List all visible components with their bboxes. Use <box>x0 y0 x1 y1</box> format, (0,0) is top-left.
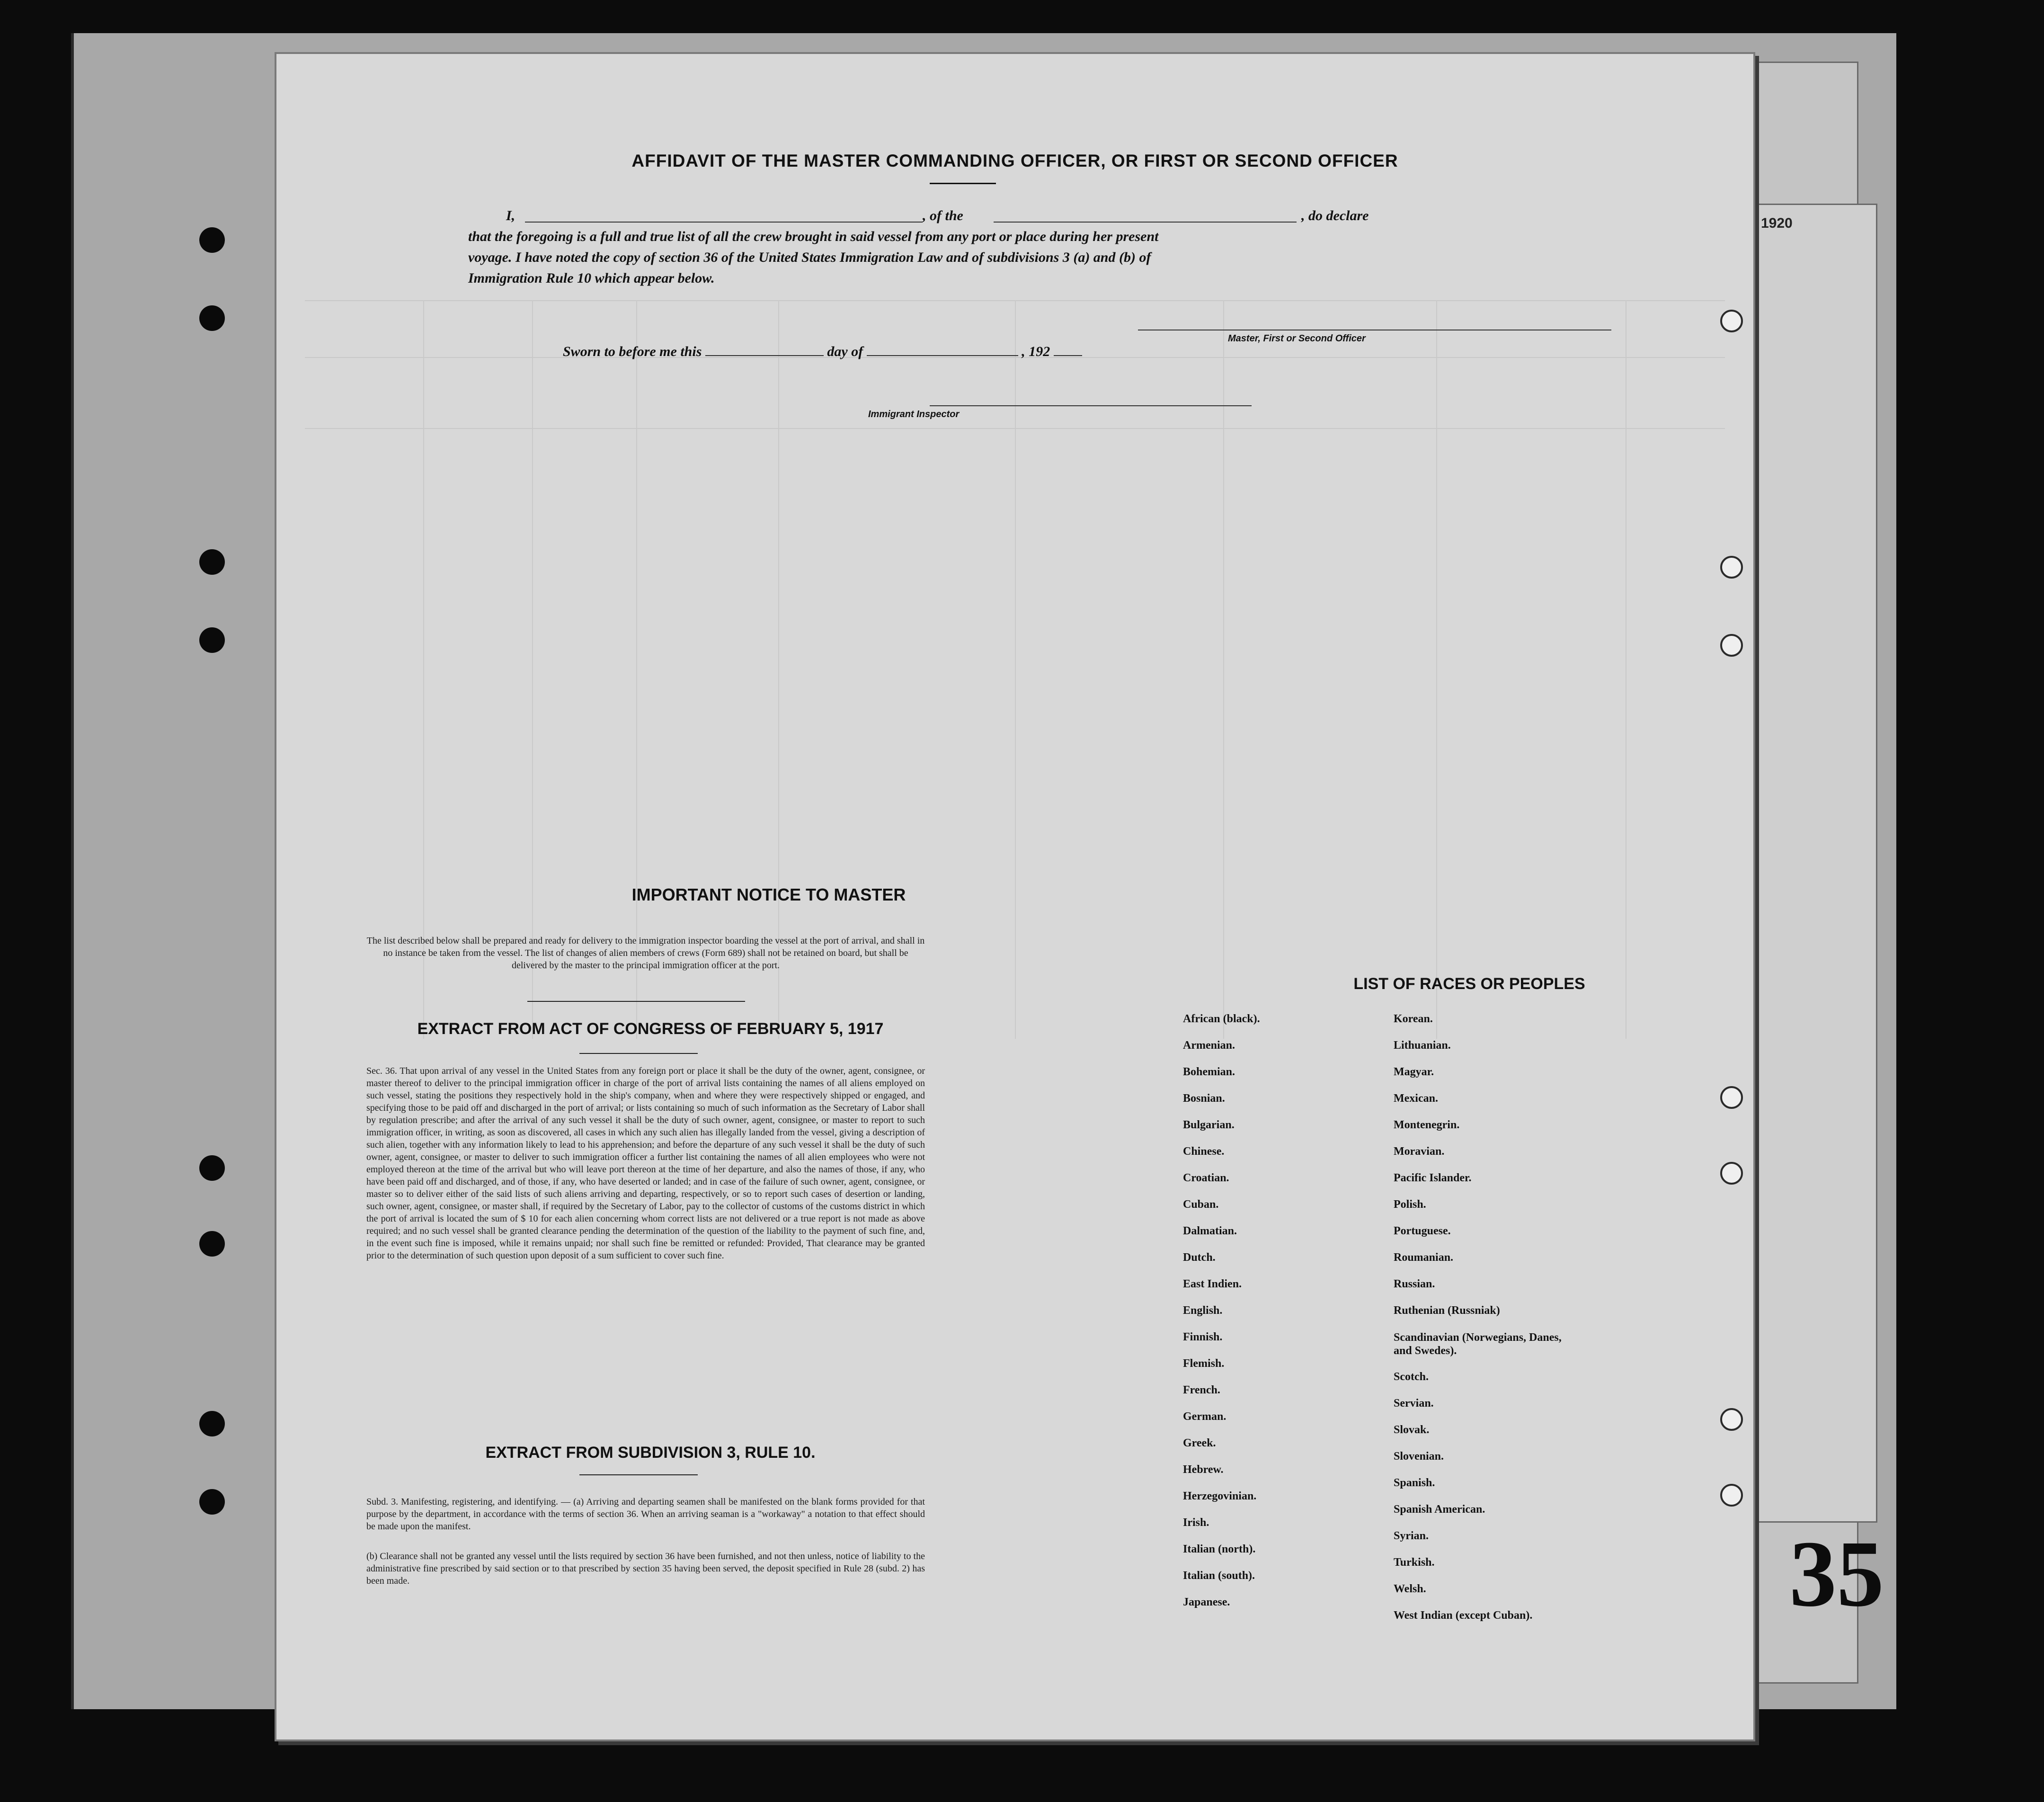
race-item: Polish. <box>1394 1198 1426 1211</box>
race-item: German. <box>1183 1410 1226 1423</box>
race-item: Magyar. <box>1394 1066 1434 1078</box>
master-signature-label: Master, First or Second Officer <box>1228 333 1366 344</box>
race-item: African (black). <box>1183 1013 1260 1025</box>
section-divider <box>579 1053 698 1054</box>
race-item: Dalmatian. <box>1183 1225 1237 1237</box>
ghost-column <box>1015 300 1016 1039</box>
affidavit-title: AFFIDAVIT OF THE MASTER COMMANDING OFFICER, OR FIRST OR SECOND OFFICER <box>631 151 1398 170</box>
master-signature-line <box>1138 329 1611 330</box>
race-item: Bosnian. <box>1183 1092 1225 1105</box>
act-extract-title: EXTRACT FROM ACT OF CONGRESS OF FEBRUARY 5, 1917 <box>417 1020 884 1038</box>
ghost-column <box>636 300 637 1039</box>
race-item: Roumanian. <box>1394 1251 1454 1264</box>
affidavit-statement <box>468 205 1628 289</box>
affidavit-i: I, <box>506 208 515 223</box>
race-item: Flemish. <box>1183 1357 1225 1370</box>
notice-title: IMPORTANT NOTICE TO MASTER <box>631 885 906 904</box>
inspector-signature-line <box>930 404 1252 406</box>
page-number: 35 <box>1789 1522 1884 1626</box>
race-item: English. <box>1183 1304 1223 1317</box>
race-item: Irish. <box>1183 1517 1209 1529</box>
title-underline <box>930 183 996 184</box>
binder-hole <box>199 627 225 653</box>
race-item: Bohemian. <box>1183 1066 1235 1078</box>
affidavit-declare: , do declare <box>1301 208 1369 223</box>
race-item: Korean. <box>1394 1013 1433 1025</box>
race-item: Cuban. <box>1183 1198 1219 1211</box>
punch-hole <box>1720 310 1743 332</box>
race-item: Hebrew. <box>1183 1463 1224 1476</box>
binder-hole <box>199 1489 225 1515</box>
rule-extract-text-b: (b) Clearance shall not be granted any vessel until the lists required by section 36 have been furnished, and not then unless, notice of liability to the administrative fine prescribed by said section or to that prescribed by section 35 having been served, the deposit specified in Rule 28 (subd. 2) has been made. <box>366 1551 925 1586</box>
day-blank <box>705 344 824 356</box>
race-item: Russian. <box>1394 1278 1435 1290</box>
punch-hole <box>1720 634 1743 657</box>
binder-hole <box>199 1411 225 1436</box>
affidavit-line2: that the foregoing is a full and true list of all the crew brought in said vessel from any port or place during her present <box>468 229 1159 244</box>
race-item: Mexican. <box>1394 1092 1438 1105</box>
name-blank <box>525 210 923 223</box>
affidavit-page <box>275 52 1755 1741</box>
rule-extract-title: EXTRACT FROM SUBDIVISION 3, RULE 10. <box>485 1444 816 1462</box>
races-title: LIST OF RACES OR PEOPLES <box>1353 975 1585 993</box>
punch-hole <box>1720 1086 1743 1109</box>
race-item: Chinese. <box>1183 1145 1225 1158</box>
race-item: Scandinavian (Norwegians, Danes, and Swedes). <box>1394 1331 1562 1357</box>
race-item: Finnish. <box>1183 1331 1223 1343</box>
ghost-column <box>1436 300 1437 1039</box>
binder-hole <box>199 305 225 331</box>
affidavit-line4: Immigration Rule 10 which appear below. <box>468 270 715 286</box>
race-item: East Indien. <box>1183 1278 1242 1290</box>
race-item: Japanese. <box>1183 1596 1230 1608</box>
race-item: Servian. <box>1394 1397 1434 1409</box>
race-item: French. <box>1183 1384 1220 1396</box>
day-of-text: day of <box>827 344 863 359</box>
year-text: , 192 <box>1022 344 1050 359</box>
year-stamp: 1920 <box>1761 215 1793 231</box>
race-item: Slovak. <box>1394 1424 1430 1436</box>
sworn-text: Sworn to before me this <box>563 344 702 359</box>
race-item: Croatian. <box>1183 1172 1229 1184</box>
sworn-line <box>563 344 1082 360</box>
affidavit-of-the: , of the <box>923 208 963 223</box>
month-blank <box>867 344 1018 356</box>
ghost-column <box>778 300 779 1039</box>
underlying-sheet <box>1751 204 1877 1523</box>
race-item: Armenian. <box>1183 1039 1235 1052</box>
race-item: Turkish. <box>1394 1556 1435 1569</box>
binder-hole <box>199 1231 225 1257</box>
section-divider <box>579 1474 698 1475</box>
binder-hole <box>199 1155 225 1181</box>
race-item: Bulgarian. <box>1183 1119 1235 1131</box>
race-item: Spanish American. <box>1394 1503 1485 1516</box>
race-item: Ruthenian (Russniak) <box>1394 1304 1500 1317</box>
race-item: Slovenian. <box>1394 1450 1444 1463</box>
race-item: Herzegovinian. <box>1183 1490 1257 1502</box>
binder-hole <box>199 549 225 575</box>
race-item: West Indian (except Cuban). <box>1394 1609 1533 1622</box>
notice-text: The list described below shall be prepared and ready for delivery to the immigration inspector boarding the vessel at the port of arrival, and shall in no instance be taken from the vessel. The list of changes of alien members of crews (Form 689) shall not be retained on board, but shall be delivered by the master to the principal immigration officer at the port. <box>366 936 925 971</box>
race-item: Dutch. <box>1183 1251 1216 1264</box>
race-item: Spanish. <box>1394 1477 1435 1489</box>
race-item: Syrian. <box>1394 1530 1429 1542</box>
rule-extract-text-a: Subd. 3. Manifesting, registering, and identifying. — (a) Arriving and departing seamen shall be manifested on the blank forms provided for that purpose by the department, in accordance with the terms of section 36. When an arriving seaman is a "workaway" a notation to that effect should be made upon the manifest. <box>366 1497 925 1532</box>
punch-hole <box>1720 556 1743 579</box>
punch-hole <box>1720 1408 1743 1431</box>
section-divider <box>527 1001 745 1002</box>
binder-hole <box>199 227 225 253</box>
race-item: Italian (south). <box>1183 1570 1255 1582</box>
ghost-column <box>423 300 424 1039</box>
ghost-column <box>532 300 533 1039</box>
ghost-column <box>1223 300 1224 1039</box>
inspector-label: Immigrant Inspector <box>868 409 960 419</box>
affidavit-line3: voyage. I have noted the copy of section 36 of the United States Immigration Law and of subdivisions 3 (a) and (b) of <box>468 250 1151 265</box>
race-item: Pacific Islander. <box>1394 1172 1472 1184</box>
race-item: Italian (north). <box>1183 1543 1256 1555</box>
punch-hole <box>1720 1484 1743 1507</box>
race-item: Lithuanian. <box>1394 1039 1451 1052</box>
year-blank <box>1054 344 1082 356</box>
race-item: Welsh. <box>1394 1583 1426 1595</box>
punch-hole <box>1720 1162 1743 1185</box>
race-item: Scotch. <box>1394 1371 1429 1383</box>
vessel-blank <box>994 210 1297 223</box>
race-item: Portuguese. <box>1394 1225 1451 1237</box>
race-item: Montenegrin. <box>1394 1119 1460 1131</box>
race-item: Moravian. <box>1394 1145 1445 1158</box>
race-item: Greek. <box>1183 1437 1216 1449</box>
act-extract-text: Sec. 36. That upon arrival of any vessel in the United States from any foreign port or place it shall be the duty of the owner, agent, consignee, or master thereof to deliver to the principal immigration officer in charge of the port of arrival lists containing the names of all aliens employed on such vessel, stating the positions they respectively hold in the ship's company, when and where they were respectively shipped or engaged, and specifying those to be paid off and discharged in the port of arrival; or lists containing so much of such information as the Secretary of Labor shall by regulation prescribe; and after the arrival of any such vessel it shall be the duty of such owner, agent, consignee, or master to report to such immigration officer, in writing, as soon as discovered, all cases in which any such alien has illegally landed from the vessel, giving a description of such alien, together with any information likely to lead to his apprehension; and before the departure of any such vessel it shall be the duty of such owner, agent, consignee, or master to deliver to such immigration officer a further list containing the names of all alien employees who were not employed thereon at the time of the arrival but who will leave port thereon at the time of her departure, and also the names of those, if any, who have been paid off and discharged, and of those, if any, who have deserted or landed; and in case of the failure of such owner, agent, consignee, or master so to deliver either of the said lists of such aliens arriving and departing, respectively, or so to report such cases of desertion or landing, such owner, agent, consignee, or master shall, if required by the Secretary of Labor, pay to the collector of customs of the customs district in which the port of arrival is located the sum of $ 10 for each alien concerning whom correct lists are not delivered or a true report is not made as above required; and no such vessel shall be granted clearance pending the determination of the question of the liability to the payment of such fine, and, in the event such fine is imposed, while it remains unpaid; nor shall such fine be remitted or refunded: Provided, That clearance may be granted prior to the determination of such question upon deposit of a sum sufficient to cover such fine. <box>366 1066 925 1261</box>
